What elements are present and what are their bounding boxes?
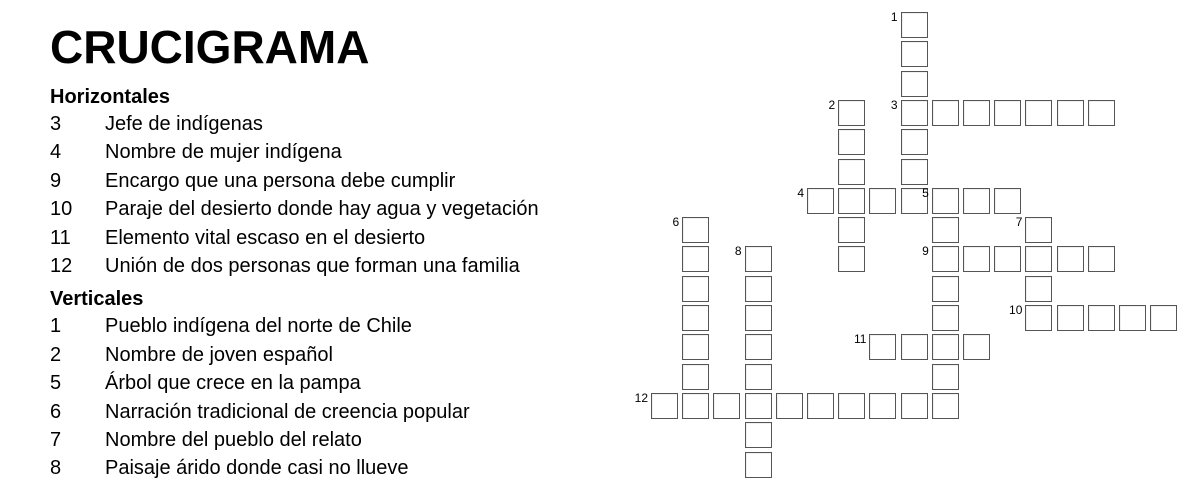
grid-cell[interactable] [932, 334, 959, 360]
grid-cell[interactable] [807, 188, 834, 214]
word-number-8: 8 [734, 244, 742, 259]
grid-cell[interactable] [838, 393, 865, 419]
grid-cell[interactable] [901, 12, 928, 38]
grid-cell[interactable] [1088, 100, 1115, 126]
grid-cell[interactable] [869, 188, 896, 214]
grid-cell[interactable] [838, 188, 865, 214]
clue-text: Jefe de indígenas [105, 113, 263, 135]
grid-cell[interactable] [963, 246, 990, 272]
grid-cell[interactable] [1088, 246, 1115, 272]
grid-cell[interactable] [745, 422, 772, 448]
word-number-7: 7 [1015, 215, 1023, 230]
horizontal-heading: Horizontales [50, 86, 171, 108]
grid-cell[interactable] [901, 129, 928, 155]
clue-number: 8 [50, 457, 62, 480]
clue-text: Paraje del desierto donde hay agua y vegetación [105, 198, 539, 221]
clue-text: Pueblo indígena del norte de Chile [105, 315, 412, 338]
clue-text: Encargo que una persona debe cumplir [105, 169, 456, 192]
grid-cell[interactable] [807, 393, 834, 419]
grid-cell[interactable] [869, 393, 896, 419]
word-number-3: 3 [890, 97, 898, 112]
clue-number: 2 [50, 343, 62, 366]
clue-text: Nombre del pueblo del relato [105, 428, 362, 451]
grid-cell[interactable] [1025, 276, 1052, 302]
grid-cell[interactable] [682, 305, 709, 331]
grid-cell[interactable] [1025, 305, 1052, 331]
grid-cell[interactable] [994, 246, 1021, 272]
grid-cell[interactable] [682, 334, 709, 360]
grid-cell[interactable] [1150, 305, 1177, 331]
vertical-heading: Verticales [50, 288, 144, 311]
grid-cell[interactable] [901, 71, 928, 97]
clue-number: 5 [50, 372, 62, 395]
grid-cell[interactable] [1119, 305, 1146, 331]
grid-cell[interactable] [745, 393, 772, 419]
grid-cell[interactable] [682, 276, 709, 302]
grid-cell[interactable] [1088, 305, 1115, 331]
word-number-10: 10 [1009, 303, 1023, 317]
clue-number: 3 [50, 113, 62, 135]
grid-cell[interactable] [776, 393, 803, 419]
clue-text: Paisaje árido donde casi no llueve [105, 457, 409, 480]
word-number-6: 6 [672, 215, 680, 230]
grid-cell[interactable] [1025, 100, 1052, 126]
word-number-11: 11 [853, 332, 867, 347]
clue-number: 7 [50, 428, 62, 451]
grid-cell[interactable] [838, 246, 865, 272]
clue-number: 1 [50, 315, 62, 338]
grid-cell[interactable] [682, 246, 709, 272]
grid-cell[interactable] [1025, 246, 1052, 272]
clue-number: 10 [50, 198, 73, 221]
grid-cell[interactable] [838, 217, 865, 243]
clue-text: Árbol que crece en la pampa [105, 372, 361, 395]
grid-cell[interactable] [963, 334, 990, 360]
grid-cell[interactable] [932, 100, 959, 126]
grid-cell[interactable] [651, 393, 678, 419]
word-number-1: 1 [890, 10, 898, 24]
grid-cell[interactable] [994, 188, 1021, 214]
grid-cell[interactable] [682, 364, 709, 390]
grid-cell[interactable] [682, 217, 709, 243]
word-number-5: 5 [922, 185, 929, 200]
grid-cell[interactable] [901, 41, 928, 67]
clue-text: Narración tradicional de creencia popular [105, 400, 470, 423]
grid-cell[interactable] [1057, 100, 1084, 126]
page-title: CRUCIGRAMA [50, 21, 370, 73]
clue-text: Unión de dos personas que forman una familia [105, 254, 520, 277]
grid-cell[interactable] [713, 393, 740, 419]
word-number-9: 9 [922, 244, 929, 259]
grid-cell[interactable] [745, 305, 772, 331]
clue-number: 11 [50, 226, 71, 249]
grid-cell[interactable] [745, 334, 772, 360]
grid-cell[interactable] [901, 100, 928, 126]
word-number-12: 12 [634, 390, 648, 405]
grid-cell[interactable] [1057, 305, 1084, 331]
grid-cell[interactable] [838, 159, 865, 185]
grid-cell[interactable] [963, 188, 990, 214]
grid-cell[interactable] [932, 276, 959, 302]
grid-cell[interactable] [1057, 246, 1084, 272]
grid-cell[interactable] [869, 334, 896, 360]
grid-cell[interactable] [963, 100, 990, 126]
grid-cell[interactable] [901, 159, 928, 185]
grid-cell[interactable] [745, 276, 772, 302]
grid-cell[interactable] [745, 364, 772, 390]
grid-cell[interactable] [901, 334, 928, 360]
clue-number: 6 [50, 400, 62, 423]
clue-number: 9 [50, 169, 62, 192]
grid-cell[interactable] [901, 393, 928, 419]
grid-cell[interactable] [994, 100, 1021, 126]
grid-cell[interactable] [932, 188, 959, 214]
grid-cell[interactable] [932, 217, 959, 243]
grid-cell[interactable] [1025, 217, 1052, 243]
clue-number: 12 [50, 254, 73, 277]
grid-cell[interactable] [682, 393, 709, 419]
word-number-4: 4 [797, 185, 804, 200]
grid-cell[interactable] [838, 129, 865, 155]
grid-cell[interactable] [932, 305, 959, 331]
clue-text: Elemento vital escaso en el desierto [105, 226, 426, 249]
clue-number: 4 [50, 141, 62, 164]
grid-cell[interactable] [745, 246, 772, 272]
clue-text: Nombre de joven español [105, 343, 333, 366]
grid-cell[interactable] [745, 452, 772, 478]
grid-cell[interactable] [932, 364, 959, 390]
grid-cell[interactable] [932, 393, 959, 419]
clue-text: Nombre de mujer indígena [105, 141, 342, 164]
word-number-2: 2 [828, 97, 836, 112]
grid-cell[interactable] [932, 246, 959, 272]
grid-cell[interactable] [838, 100, 865, 126]
